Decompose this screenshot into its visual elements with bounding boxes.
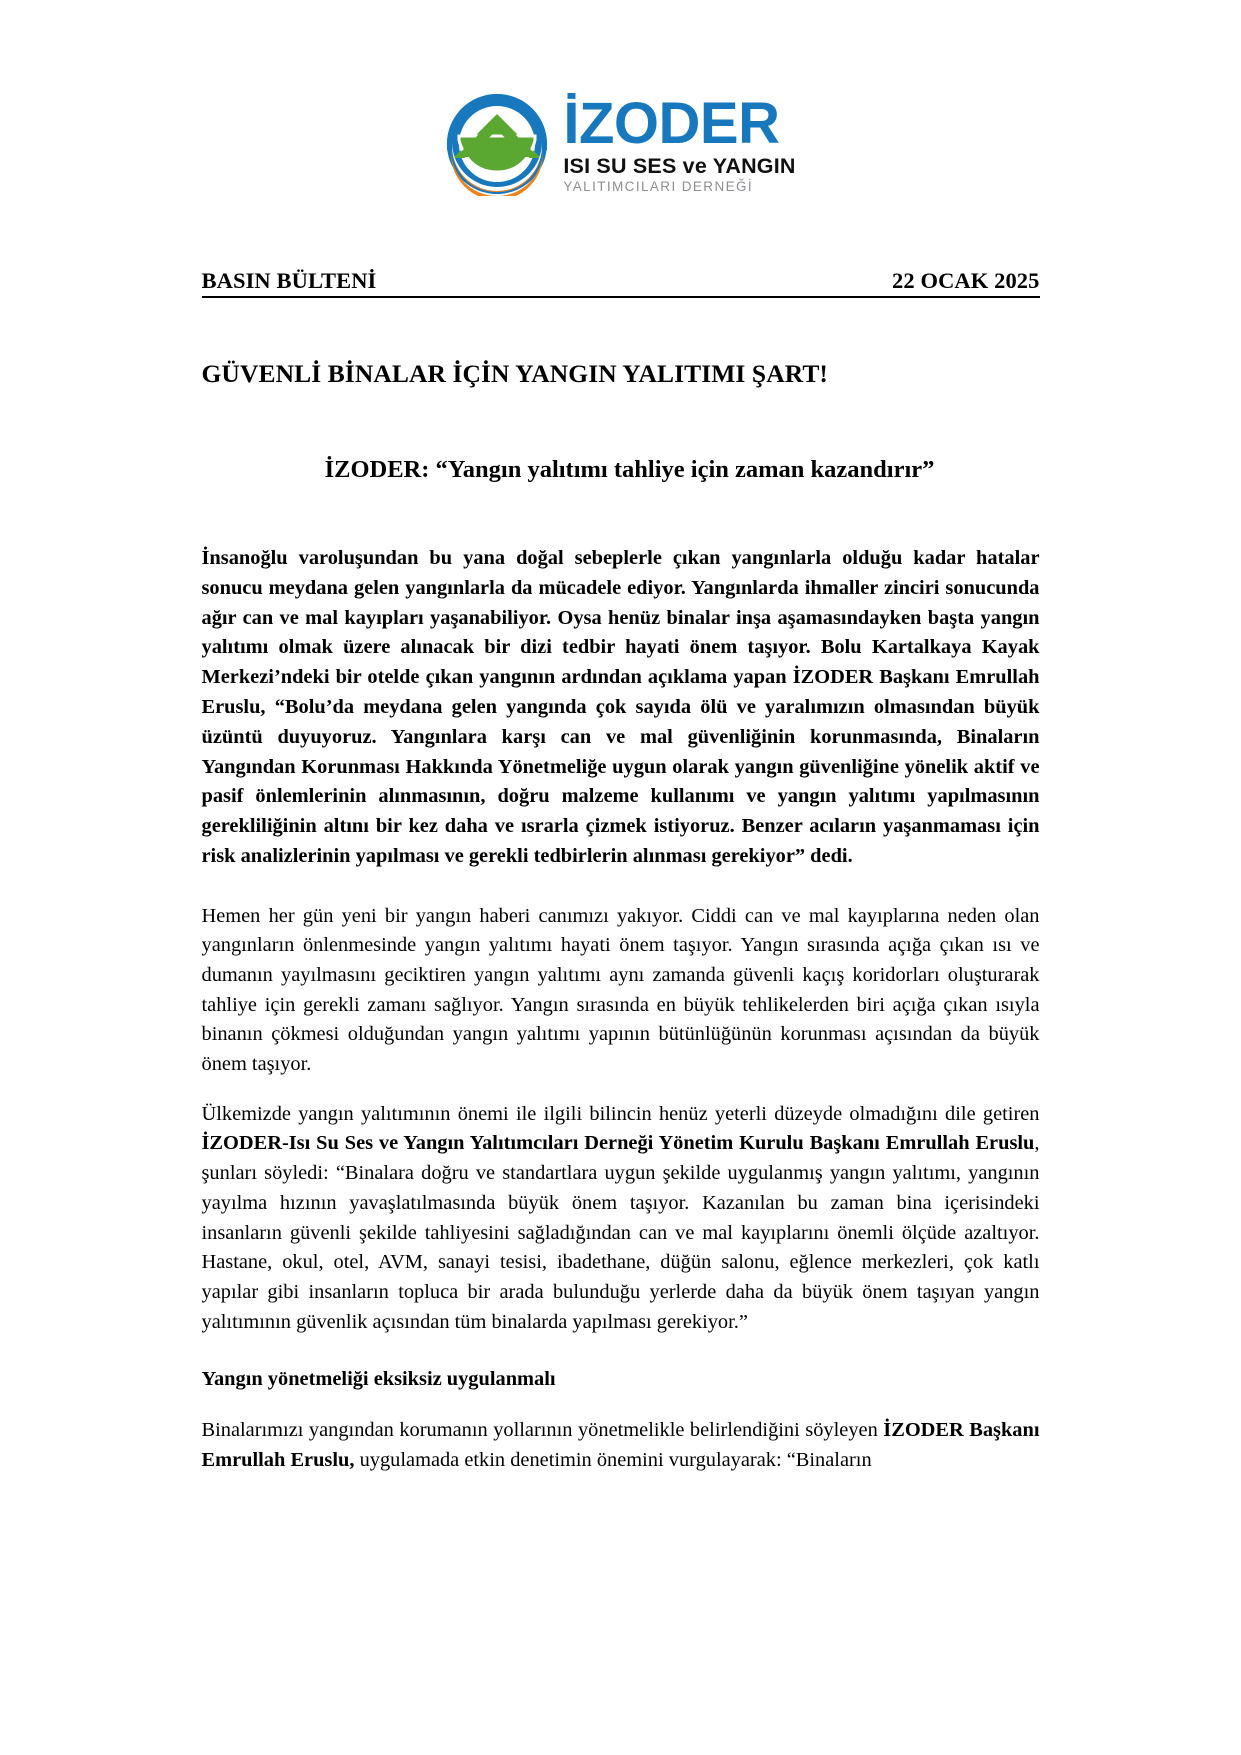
- logo-tagline-primary: ISI SU SES ve YANGIN: [563, 153, 796, 178]
- logo-tagline-secondary: YALITIMCILARI DERNEĞİ: [563, 179, 754, 195]
- body-paragraph-3: [202, 1100, 1040, 1338]
- logo-text-block: [563, 93, 795, 194]
- document-content: [202, 268, 1040, 1475]
- section-subheading: Yangın yönetmeliği eksiksiz uygulanmalı: [201, 1368, 556, 1391]
- body-paragraph-4: [202, 1416, 1040, 1475]
- logo-block: [0, 0, 1241, 196]
- p3-emphasis: İZODER-Isı Su Ses ve Yangın Yalıtımcıları Derneği Yönetim Kurulu Başkanı Emrullah Eruslu: [201, 1132, 1035, 1155]
- p3-text-b: , şunları söyledi: “Binalara doğru ve standartlara uygun şekilde uygulanmış yangın yalıtımı, yangının yayılma hızının yavaşlatılmasında büyük önem taşıyor. Kazanılan bu zaman bina içerisindeki insanların güvenli şekilde tahliyesini sağladığından can ve mal kayıplarını önemli ölçüde azaltıyor. Hastane, okul, otel, AVM, sanayi tesisi, ibadethane, düğün salonu, eğlence merkezleri, çok katlı yapılar gibi insanların topluca bir arada bulunduğu yerlerde daha da büyük önem taşıyan yangın yalıtımının güvenlik açısından tüm binalarda yapılması gerekiyor.”: [201, 1132, 1040, 1333]
- document-header-row: [202, 268, 1040, 298]
- body-paragraph-2: Hemen her gün yeni bir yangın haberi canımızı yakıyor. Ciddi can ve mal kayıplarına neden olan yangınların önlenmesinde yangın yalıtımı hayati önem taşıyor. Yangın sırasında açığa çıkan ısı ve dumanın yayılmasını geciktiren yangın yalıtımı aynı zamanda güvenli kaçış koridorları oluşturarak tahliye için gerekli zamanı sağlıyor. Yangın sırasında en büyük tehlikelerden biri açığa çıkan ısıyla binanın çökmesi olduğundan yangın yalıtımı yapının bütünlüğünün korunması açısından da büyük önem taşıyor.: [201, 904, 1040, 1076]
- bulletin-date: 22 OCAK 2025: [892, 268, 1040, 293]
- logo-wordmark: İZODER: [563, 91, 780, 157]
- page-title: GÜVENLİ BİNALAR İÇİN YANGIN YALITIMI ŞART!: [201, 358, 829, 388]
- p3-text-a: Ülkemizde yangın yalıtımının önemi ile ilgili bilincin henüz yeterli düzeyde olmadığını dile getiren: [201, 1102, 1040, 1125]
- p4-text-b: uygulamada etkin denetimin önemini vurgulayarak: “Binaların: [354, 1448, 872, 1471]
- izoder-logo: [445, 92, 795, 196]
- p4-emphasis: İZODER Başkanı Emrullah Eruslu,: [201, 1418, 1040, 1471]
- bulletin-label: BASIN BÜLTENİ: [201, 268, 377, 293]
- p4-text-a: Binalarımızı yangından korumanın yollarının yönetmelikle belirlendiğini söyleyen: [201, 1418, 884, 1441]
- page-subtitle: İZODER: “Yangın yalıtımı tahliye için zaman kazandırır”: [324, 456, 935, 484]
- lead-paragraph: İnsanoğlu varoluşundan bu yana doğal sebeplerle çıkan yangınlarla olduğu kadar hatalar sonucu meydana gelen yangınlarla da mücadele ediyor. Yangınlarda ihmaller zinciri sonucunda ağır can ve mal kayıpları yaşanabiliyor. Oysa henüz binalar inşa aşamasındayken başta yangın yalıtımı olmak üzere alınacak bir dizi tedbir hayati önem taşıyor. Bolu Kartalkaya Kayak Merkezi’ndeki bir otelde çıkan yangının ardından açıklama yapan İZODER Başkanı Emrullah Eruslu, “Bolu’da meydana gelen yangında çok sayıda ölü ve yaralımızın olmasından büyük üzüntü duyuyoruz. Yangınlara karşı can ve mal güvenliğinin korunmasında, Binaların Yangından Korunması Hakkında Yönetmeliğe uygun olarak yangın güvenliğine yönelik aktif ve pasif önlemlerinin alınmasının, doğru malzeme kullanımı ve yangın yalıtımı yapılmasının gerekliliğinin altını bir kez daha ve ısrarla çizmek istiyoruz. Benzer acıların yaşanmaması için risk analizlerinin yapılması ve gerekli tedbirlerin alınması gerekiyor” dedi.: [201, 547, 1040, 867]
- izoder-logo-mark-icon: [445, 92, 549, 196]
